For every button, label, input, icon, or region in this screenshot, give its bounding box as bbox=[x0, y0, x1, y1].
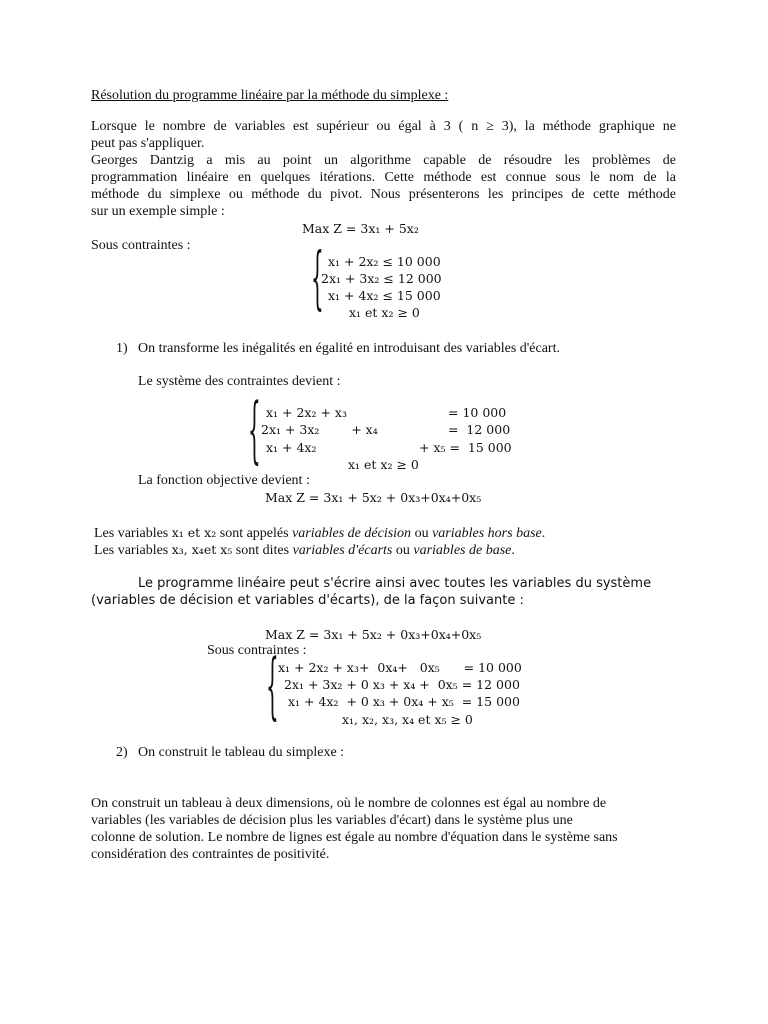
intro-line-6: sur un exemple simple : bbox=[91, 204, 225, 219]
equation-rhs: = 12 000 bbox=[448, 422, 511, 437]
constraint-row: x₁ + 4x₂ ≤ 15 000 bbox=[328, 288, 441, 303]
equation-lhs: x₁ + 4x₂ bbox=[266, 440, 317, 455]
constraint-row: 2x₁ + 3x₂ ≤ 12 000 bbox=[321, 271, 442, 286]
variables-decision-line: Les variables x₁ et x₂ sont appelés variables de décision ou variables hors base. bbox=[94, 525, 546, 541]
final-paragraph-line-3: colonne de solution. Le nombre de lignes est égale au nombre d'équation dans le système sans bbox=[91, 830, 618, 845]
lp-paragraph-line-1: Le programme linéaire peut s'écrire ainsi avec toutes les variables du système bbox=[138, 576, 652, 591]
equation-lhs: 2x₁ + 3x₂ + x₄ bbox=[261, 422, 378, 437]
nonnegativity-row: x₁ et x₂ ≥ 0 bbox=[349, 305, 420, 320]
equation-lhs: x₁ + 2x₂ + x₃ bbox=[266, 405, 347, 420]
intro-line-5: méthode du simplexe ou méthode du pivot. Nous présenterons les principes de cette méthode bbox=[91, 187, 676, 202]
constraints-label: Sous contraintes : bbox=[91, 238, 191, 253]
brace-left: { bbox=[311, 236, 324, 318]
intro-line-3: Georges Dantzig a mis au point un algorithme capable de résoudre les problèmes de bbox=[91, 153, 676, 168]
nonnegativity-row: x₁ et x₂ ≥ 0 bbox=[348, 457, 419, 472]
equation-row: 2x₁ + 3x₂ + 0 x₃ + x₄ + 0x₅ = 12 000 bbox=[284, 677, 520, 692]
step-number: 1) bbox=[116, 341, 128, 356]
intro-line-2: peut pas s'appliquer. bbox=[91, 136, 205, 151]
objective-function-3: Max Z = 3x₁ + 5x₂ + 0x₃+0x₄+0x₅ bbox=[265, 627, 482, 642]
brace-left: { bbox=[266, 641, 279, 728]
equation-row: x₁ + 4x₂ + 0 x₃ + 0x₄ + x₅ = 15 000 bbox=[288, 694, 520, 709]
section-title: Résolution du programme linéaire par la méthode du simplexe : bbox=[91, 88, 449, 103]
equation-row: x₁ + 2x₂ + x₃+ 0x₄+ 0x₅ = 10 000 bbox=[278, 660, 522, 675]
step-text: On transforme les inégalités en égalité en introduisant des variables d'écart. bbox=[138, 341, 560, 356]
final-paragraph-line-2: variables (les variables de décision plus les variables d'écart) dans le système plus une bbox=[91, 813, 573, 828]
objective-function-1: Max Z = 3x₁ + 5x₂ bbox=[302, 221, 419, 236]
equation-rhs: = 10 000 bbox=[448, 405, 507, 420]
intro-line-1: Lorsque le nombre de variables est supérieur ou égal à 3 ( n ≥ 3), la méthode graphique ne bbox=[91, 119, 676, 134]
system-label: Le système des contraintes devient : bbox=[138, 374, 341, 389]
intro-line-4: programmation linéaire en quelques itérations. Cette méthode est connue sous le nom de la bbox=[91, 170, 676, 185]
constraint-row: x₁ + 2x₂ ≤ 10 000 bbox=[328, 254, 441, 269]
step-text: On construit le tableau du simplexe : bbox=[138, 745, 345, 760]
final-paragraph-line-1: On construit un tableau à deux dimensions, où le nombre de colonnes est égal au nombre de bbox=[91, 796, 607, 811]
variables-slack-line: Les variables x₃, x₄et x₅ sont dites variables d'écarts ou variables de base. bbox=[94, 542, 515, 558]
lp-paragraph-line-2: (variables de décision et variables d'écarts), de la façon suivante : bbox=[91, 593, 524, 608]
final-paragraph-line-4: considération des contraintes de positivité. bbox=[91, 847, 330, 862]
objective-function-2: Max Z = 3x₁ + 5x₂ + 0x₃+0x₄+0x₅ bbox=[265, 490, 482, 505]
nonnegativity-row: x₁, x₂, x₃, x₄ et x₅ ≥ 0 bbox=[342, 712, 473, 727]
objective-label: La fonction objective devient : bbox=[138, 473, 310, 488]
step-number: 2) bbox=[116, 745, 128, 760]
equation-rhs: + x₅ = 15 000 bbox=[419, 440, 512, 455]
constraints-label: Sous contraintes : bbox=[207, 643, 307, 658]
brace-left: { bbox=[248, 385, 261, 472]
